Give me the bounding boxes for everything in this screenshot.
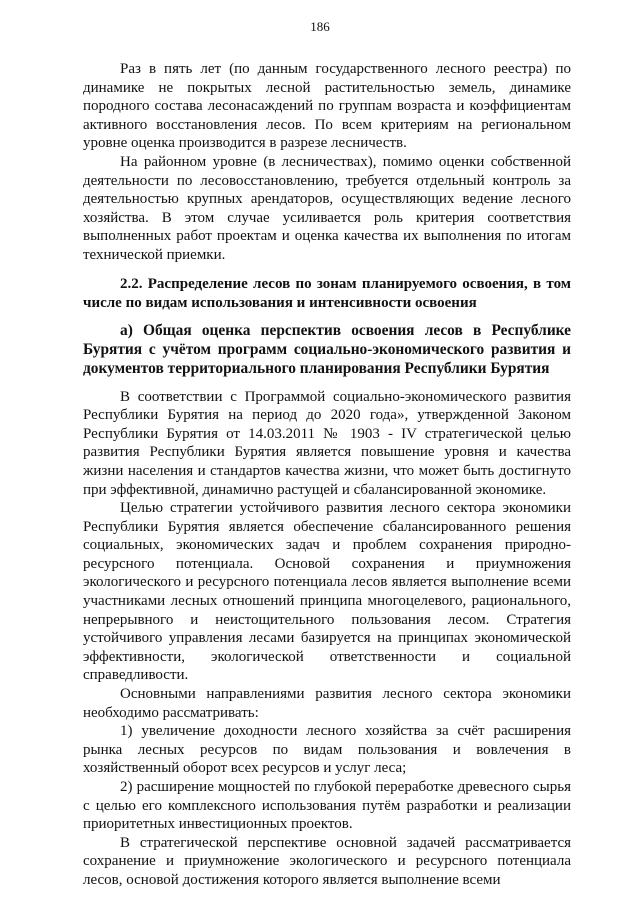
document-body	[83, 60, 571, 890]
paragraph-program: В соответствии с Программой социально-экономического развития Республики Бурятия на период до 2020 года», утвержденной Законом Республики Бурятия от 14.03.2011 № 1903 - IV стратегической целью развития Республики Бурятия является повышение уровня и качества жизни населения и стандартов качества жизни, что может быть достигнуто при эффективной, динамично растущей и сбалансированной экономике.	[83, 388, 571, 498]
page-number: 186	[310, 19, 330, 34]
subsection-heading: а) Общая оценка перспектив освоения лесов в Республике Бурятия с учётом программ социально-экономического развития и документов территориального планирования Республики Бурятия	[83, 321, 571, 377]
paragraph-reassessment: Раз в пять лет (по данным государственного лесного реестра) по динамике не покрытых лесной растительностью земель, динамике породного состава лесонасаждений по группам возраста и коэффициентам активного восстановления лесов. По всем критериям на региональном уровне оценка производится в разрезе лесничеств.	[83, 61, 571, 152]
paragraph-strategic-perspective: В стратегической перспективе основной задачей рассматривается сохранение и приумножение экологического и ресурсного потенциала лесов, основой достижения которого является выполнение всеми	[83, 834, 571, 888]
section-heading: 2.2. Распределение лесов по зонам планируемого освоения, в том числе по видам использования и интенсивности освоения	[83, 275, 571, 311]
list-item-1: 1) увеличение доходности лесного хозяйства за счёт расширения рынка лесных ресурсов по видам пользования и вовлечения в хозяйственный оборот всех ресурсов и услуг леса;	[83, 723, 571, 777]
paragraph-main-directions: Основными направлениями развития лесного сектора экономики необходимо рассматривать:	[83, 686, 571, 721]
paragraph-district-level: На районном уровне (в лесничествах), помимо оценки собственной деятельности по лесовосстановлению, требуется отдельный контроль за деятельностью крупных арендаторов, осуществляющих ведение лесного хозяйства. В этом случае усиливается роль критерия соответствия выполненных работ проектам и оценка качества их выполнения по итогам технической приемки.	[83, 153, 571, 263]
paragraph-strategy-goal: Целью стратегии устойчивого развития лесного сектора экономики Республики Бурятия является обеспечение сбалансированного решения социальных, экономических задач и проблем сохранения природно-ресурсного потенциала. Основой сохранения и приумножения экологического и ресурсного потенциала лесов является выполнение всеми участниками лесных отношений принципа многоцелевого, рационального, непрерывного и неистощительного пользования лесом. Стратегия устойчивого управления лесами базируется на принципах экономической эффективности, экологической ответственности и социальной справедливости.	[83, 500, 571, 684]
list-item-2: 2) расширение мощностей по глубокой переработке древесного сырья с целью его комплексного использования путём разработки и реализации приоритетных инвестиционных проектов.	[83, 779, 571, 833]
